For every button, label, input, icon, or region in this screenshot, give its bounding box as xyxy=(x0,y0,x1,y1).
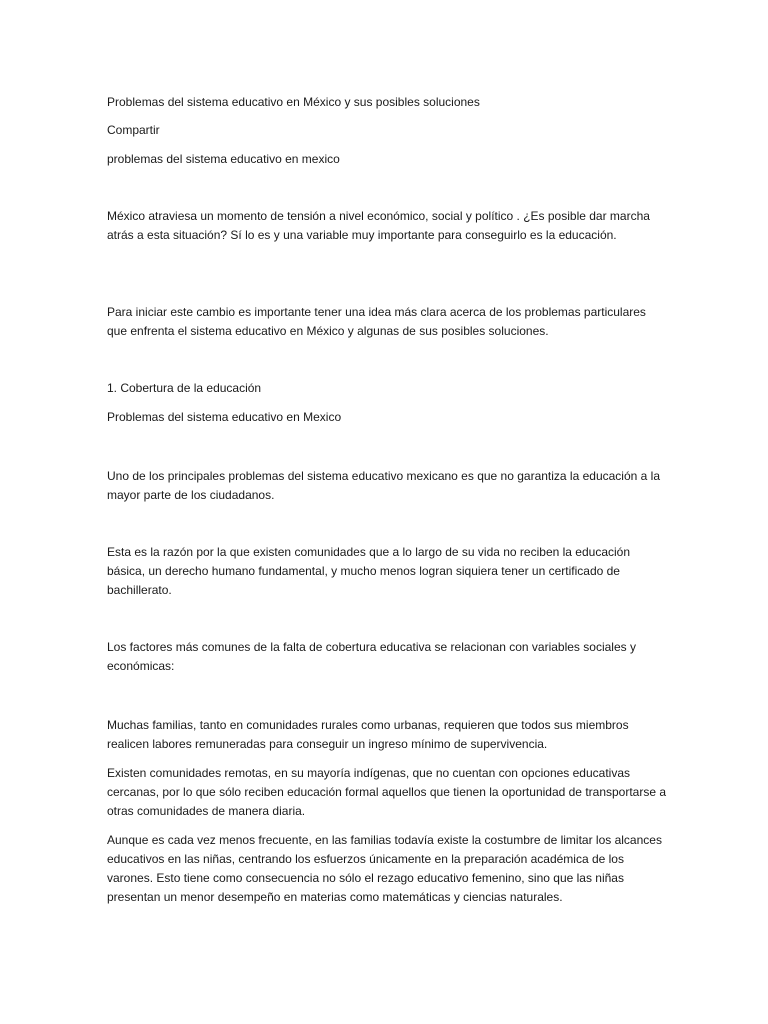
section-paragraph-3: Los factores más comunes de la falta de cobertura educativa se relacionan con variables sociales y económicas: xyxy=(107,640,636,673)
section-paragraph-2: Esta es la razón por la que existen comunidades que a lo largo de su vida no reciben la educación básica, un derecho humano fundamental, y mucho menos logran siquiera tener un certificado de bachillerato. xyxy=(107,545,631,597)
factor-item-2: Existen comunidades remotas, en su mayoría indígenas, que no cuentan con opciones educativas cercanas, por lo que sólo reciben educación formal aquellos que tienen la oportunidad de transportarse a otras comunidades de manera diaria. xyxy=(107,766,667,818)
document-subtitle: problemas del sistema educativo en mexico xyxy=(107,152,340,166)
section-paragraph-1: Uno de los principales problemas del sistema educativo mexicano es que no garantiza la educación a la mayor parte de los ciudadanos. xyxy=(107,469,660,502)
intro-paragraph-2: Para iniciar este cambio es importante tener una idea más clara acerca de los problemas particulares que enfrenta el sistema educativo en México y algunas de sus posibles soluciones. xyxy=(107,305,646,338)
document-title: Problemas del sistema educativo en México y sus posibles soluciones xyxy=(107,95,480,109)
factor-item-1: Muchas familias, tanto en comunidades rurales como urbanas, requieren que todos sus miembros realicen labores remuneradas para conseguir un ingreso mínimo de supervivencia. xyxy=(107,718,629,751)
section-heading: 1. Cobertura de la educación xyxy=(107,381,262,395)
share-link[interactable]: Compartir xyxy=(107,123,160,137)
factor-item-3: Aunque es cada vez menos frecuente, en las familias todavía existe la costumbre de limitar los alcances educativos en las niñas, centrando los esfuerzos únicamente en la preparación académica de los varones. Esto tiene como consecuencia no sólo el rezago educativo femenino, sino que las niñas presentan un menor desempeño en materias como matemáticas y ciencias naturales. xyxy=(107,833,662,904)
image-caption: Problemas del sistema educativo en Mexico xyxy=(107,410,342,424)
intro-paragraph-1: México atraviesa un momento de tensión a nivel económico, social y político . ¿Es posible dar marcha atrás a esta situación? Sí lo es y una variable muy importante para conseguirlo es la educación. xyxy=(107,209,650,242)
